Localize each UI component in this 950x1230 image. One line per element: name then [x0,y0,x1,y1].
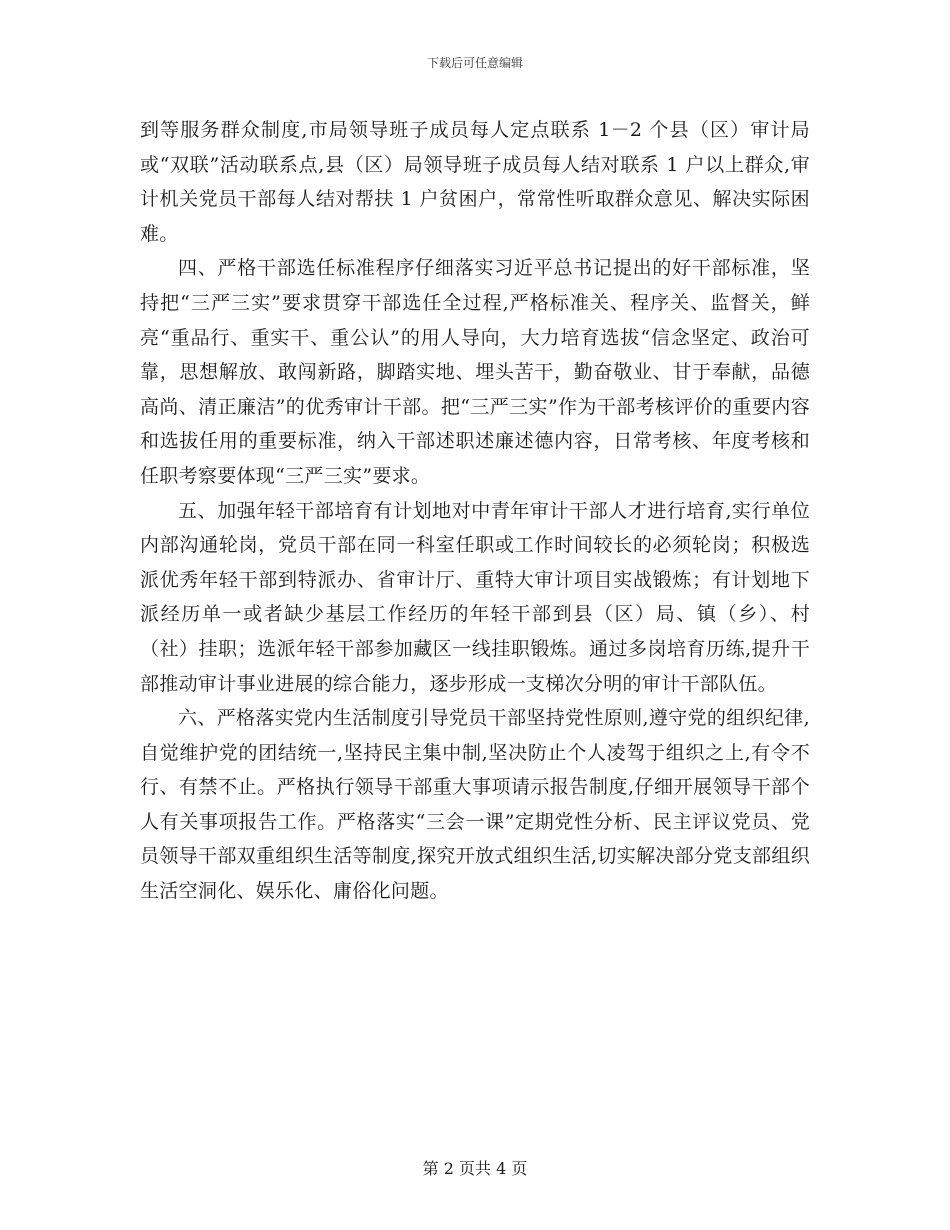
paragraph-2: 四、严格干部选任标准程序仔细落实习近平总书记提出的好干部标准，坚持把“三严三实”要求贯穿干部选任全过程,严格标准关、程序关、监督关，鲜亮“重品行、重实干、重公认”的用人导向，大力培育选拔“信念坚定、政治可靠，思想解放、敢闯新路，脚踏实地、埋头苦干，勤奋敬业、甘于奉献，品德高尚、清正廉洁”的优秀审计干部。把“三严三实”作为干部考核评价的重要内容和选拔任用的重要标准，纳入干部述职述廉述德内容，日常考核、年度考核和任职考察要体现“三严三实”要求。 [140,257,810,487]
paragraph-3: 五、加强年轻干部培育有计划地对中青年审计干部人才进行培育,实行单位内部沟通轮岗，党员干部在同一科室任职或工作时间较长的必须轮岗；积极选派优秀年轻干部到特派办、省审计厅、重特大审计项目实战锻炼；有计划地下派经历单一或者缺少基层工作经历的年轻干部到县（区）局、镇（乡）、村（社）挂职；选派年轻干部参加藏区一线挂职锻炼。通过多岗培育历练,提升干部推动审计事业进展的综合能力，逐步形成一支梯次分明的审计干部队伍。 [140,499,810,695]
page-footer: 第 2 页共 4 页 [422,1159,528,1178]
document-body [140,113,810,909]
page-header: 下载后可任意编辑 [426,56,523,70]
paragraph-4: 六、严格落实党内生活制度引导党员干部坚持党性原则,遵守党的组织纪律,自觉维护党的团结统一,坚持民主集中制,坚决防止个人凌驾于组织之上,有令不行、有禁不止。严格执行领导干部重大事项请示报告制度,仔细开展领导干部个人有关事项报告工作。严格落实“三会一课”定期党性分析、民主评议党员、党员领导干部双重组织生活等制度,探究开放式组织生活,切实解决部分党支部组织生活空洞化、娱乐化、庸俗化问题。 [140,707,810,903]
paragraph-1: 到等服务群众制度,市局领导班子成员每人定点联系 1－2 个县（区）审计局或“双联”活动联系点,县（区）局领导班子成员每人结对联系 1 户以上群众,审计机关党员干部每人结对帮扶 1 户贫困户，常常性听取群众意见、解决实际困难。 [140,119,810,245]
